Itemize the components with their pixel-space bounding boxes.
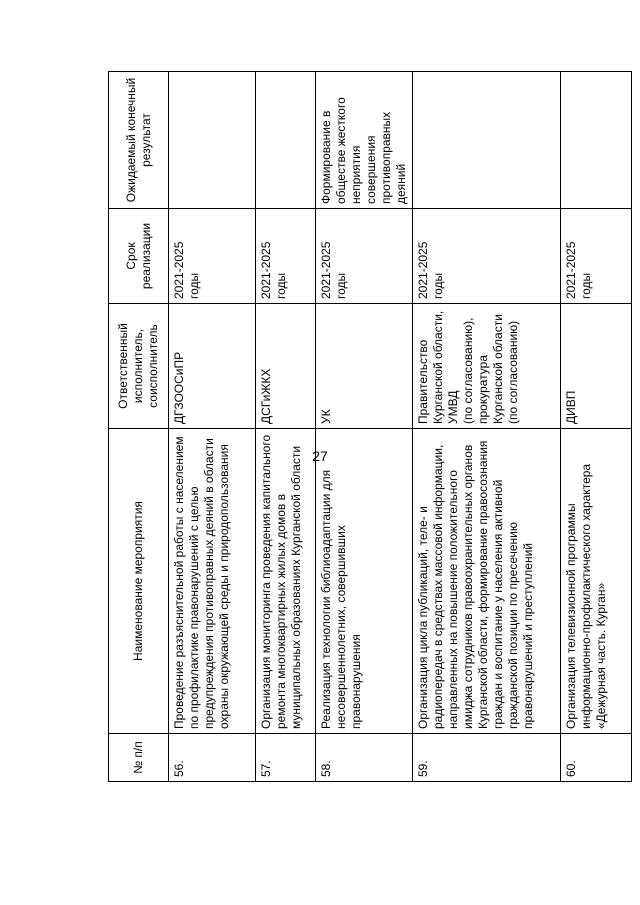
row-num: 58. bbox=[316, 734, 413, 782]
row-result bbox=[256, 72, 316, 209]
row-num: 56. bbox=[169, 734, 256, 782]
row-num: 57. bbox=[256, 734, 316, 782]
rotated-table-container bbox=[108, 72, 608, 782]
row-term: 2021-2025 годы bbox=[413, 209, 561, 304]
row-action: Организация мониторинга проведения капитального ремонта многоквартирных жилых домов в муниципальных образованиях Курганской области bbox=[256, 429, 316, 734]
row-action: Организация цикла публикаций, теле- и радиопередач в средствах массовой информации, направленных на повышение положительного имиджа сотрудников правоохранительных органов Курганской области, формирование правосознания граждан и воспитание у населения активной гражданской позиции по пресечению правонарушений и преступлений bbox=[413, 429, 561, 734]
header-result: Ожидаемый конечный результат bbox=[109, 72, 169, 209]
row-term: 2021-2025 годы bbox=[561, 209, 632, 304]
row-term: 2021-2025 годы bbox=[316, 209, 413, 304]
row-term: 2021-2025 годы bbox=[169, 209, 256, 304]
row-num: 59. bbox=[413, 734, 561, 782]
row-action: Проведение разъяснительной работы с населением по профилактике правонарушений с целью предупреждения противоправных деяний в области охраны окружающей среды и природопользования bbox=[169, 429, 256, 734]
row-result bbox=[169, 72, 256, 209]
table-header-row bbox=[109, 72, 169, 782]
table-row bbox=[169, 72, 256, 782]
table-row bbox=[316, 72, 413, 782]
header-executor: Ответственный исполнитель, соисполнитель bbox=[109, 304, 169, 429]
header-num: № п/п bbox=[109, 734, 169, 782]
row-executor: УК bbox=[316, 304, 413, 429]
row-executor: Правительство Курганской области, УМВД (по согласованию), прокуратура Курганской области (по согласованию) bbox=[413, 304, 561, 429]
row-result: Формирование в обществе жесткого неприятия совершения противоправных деяний bbox=[316, 72, 413, 209]
table-row bbox=[256, 72, 316, 782]
measures-table bbox=[108, 71, 632, 782]
row-executor: ДИВП bbox=[561, 304, 632, 429]
row-result bbox=[413, 72, 561, 209]
row-num: 60. bbox=[561, 734, 632, 782]
row-executor: ДСГиЖКХ bbox=[256, 304, 316, 429]
page-number: 27 bbox=[312, 448, 328, 464]
row-result bbox=[561, 72, 632, 209]
row-action: Реализация технологии библиоадаптации для несовершеннолетних, совершивших правонарушения bbox=[316, 429, 413, 734]
table-row bbox=[413, 72, 561, 782]
row-action: Организация телевизионной программы информационно-профилактического характера «Дежурная часть. Курган» bbox=[561, 429, 632, 734]
row-executor: ДГЗООСиПР bbox=[169, 304, 256, 429]
header-term: Срок реализации bbox=[109, 209, 169, 304]
table-row bbox=[561, 72, 632, 782]
row-term: 2021-2025 годы bbox=[256, 209, 316, 304]
header-action: Наименование мероприятия bbox=[109, 429, 169, 734]
